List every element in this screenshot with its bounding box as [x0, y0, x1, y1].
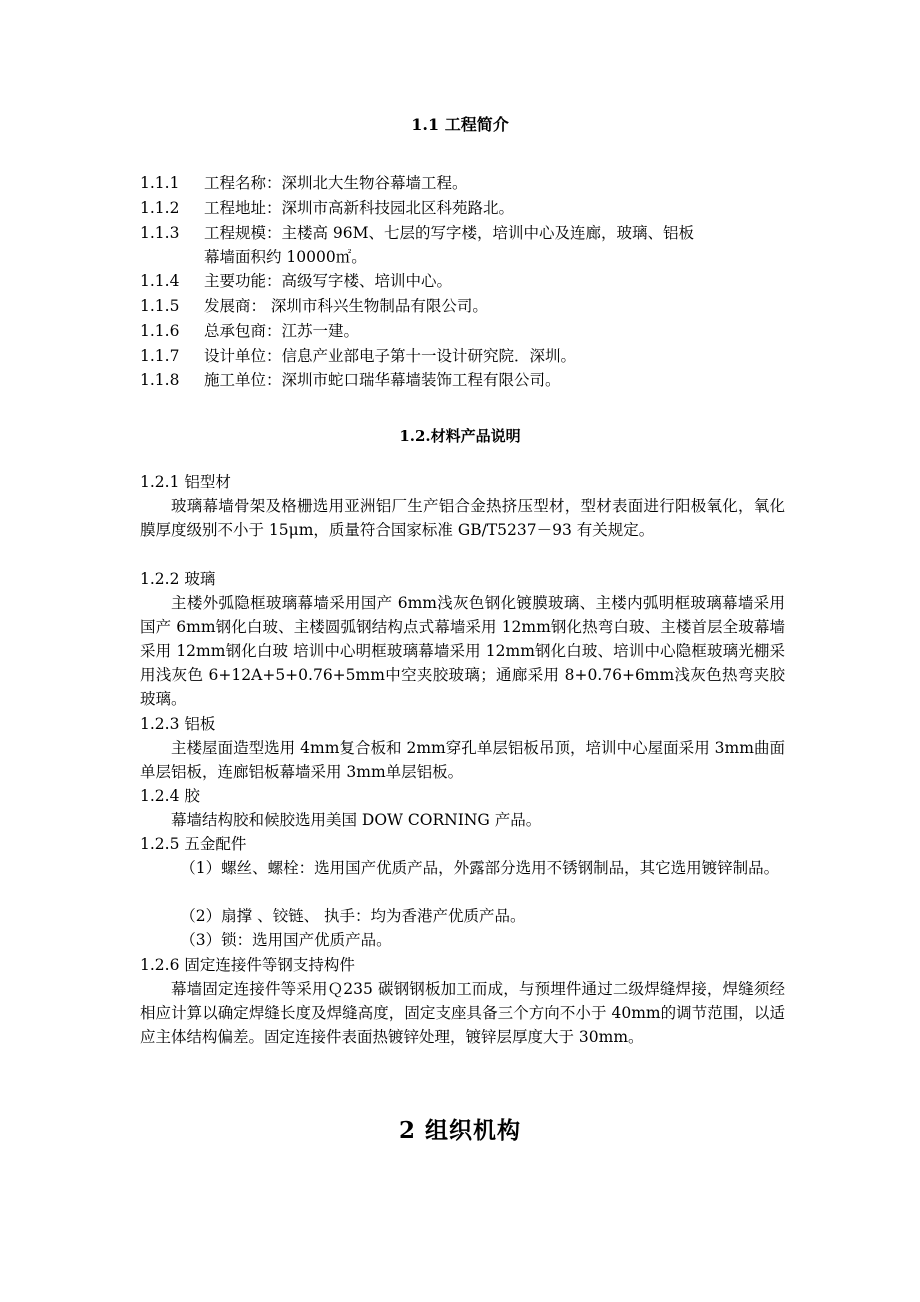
item-number: 1.1.7 — [140, 347, 180, 365]
item-number: 1.1.6 — [140, 322, 180, 340]
list-item — [140, 293, 785, 319]
list-item — [140, 170, 785, 196]
item-number: 1.1.1 — [140, 174, 180, 192]
item-number: 1.1.8 — [140, 371, 180, 389]
item-text: 工程地址：深圳市高新科技园北区科苑路北。 — [204, 199, 515, 217]
subsection-heading: 1.2.4 胶 — [140, 787, 200, 805]
item-text: 总承包商：江苏一建。 — [204, 322, 360, 340]
subsection-heading: 1.2.5 五金配件 — [140, 835, 247, 853]
item-number: 1.1.2 — [140, 199, 180, 217]
chapter-title-2: 2 组织机构 — [398, 1117, 521, 1144]
paragraph: 幕墙结构胶和候胶选用美国 DOW CORNING 产品。 — [171, 811, 542, 829]
item-text: 发展商： 深圳市科兴生物制品有限公司。 — [204, 297, 488, 315]
paragraph: 主楼屋面造型选用 4mm复合板和 2mm穿孔单层铝板吊顶，培训中心屋面采用 3mm曲面单层铝板，连廊铝板幕墙采用 3mm单层铝板。 — [140, 739, 785, 781]
section-title-1-1: 1.1 工程简介 — [411, 115, 509, 134]
list-item: （3）锁：选用国产优质产品。 — [180, 931, 392, 949]
item-text: 施工单位：深圳市蛇口瑞华幕墙装饰工程有限公司。 — [204, 371, 561, 389]
item-text: 工程名称：深圳北大生物谷幕墙工程。 — [204, 174, 468, 192]
list-item: （2）扇撑 、铰链、 执手：均为香港产优质产品。 — [180, 907, 526, 925]
item-text: 工程规模：主楼高 96M、七层的写字楼，培训中心及连廊，玻璃、铝板 — [204, 224, 695, 242]
item-text: 主要功能：高级写字楼、培训中心。 — [204, 272, 453, 290]
item-number: 1.1.3 — [140, 224, 180, 242]
list-item-continuation: 幕墙面积约 10000㎡。 — [204, 248, 367, 266]
subsection-heading: 1.2.1 铝型材 — [140, 473, 231, 491]
subsection-heading: 1.2.6 固定连接件等钢支持构件 — [140, 956, 355, 974]
list-item — [140, 195, 785, 221]
subsection-heading: 1.2.2 玻璃 — [140, 570, 216, 588]
list-item — [140, 268, 785, 294]
list-item: （1）螺丝、螺栓：选用国产优质产品，外露部分选用不锈钢制品，其它选用镀锌制品。 — [180, 859, 780, 877]
paragraph: 幕墙固定连接件等采用Ｑ235 碳钢钢板加工而成，与预埋件通过二级焊缝焊接，焊缝须经相应计算以确定焊缝长度及焊缝高度，固定支座具备三个方向不小于 40mm的调节范围，以适应主体结构偏差。固定连接件表面热镀锌处理，镀锌层厚度大于 30mm。 — [140, 980, 785, 1046]
item-text: 设计单位：信息产业部电子第十一设计研究院．深圳。 — [204, 347, 577, 365]
list-item — [140, 343, 785, 369]
list-item — [140, 367, 785, 393]
paragraph: 玻璃幕墙骨架及格栅选用亚洲铝厂生产铝合金热挤压型材，型材表面进行阳极氧化，氧化膜厚度级别不小于 15μm，质量符合国家标准 GB/T5237－93 有关规定。 — [140, 497, 785, 539]
subsection-heading: 1.2.3 铝板 — [140, 715, 216, 733]
list-item — [140, 220, 785, 246]
list-item — [140, 318, 785, 344]
section-title-1-2: 1.2.材料产品说明 — [399, 427, 521, 445]
paragraph: 主楼外弧隐框玻璃幕墙采用国产 6mm浅灰色钢化镀膜玻璃、主楼内弧明框玻璃幕墙采用国产 6mm钢化白玻、主楼圆弧钢结构点式幕墙采用 12mm钢化热弯白玻、主楼首层全玻幕墙采用 12mm钢化白玻 培训中心明框玻璃幕墙采用 12mm钢化白玻、培训中心隐框玻璃光棚采用浅灰色 6+12A+5+0.76+5mm中空夹胶玻璃；通廊采用 8+0.76+6mm浅灰色热弯夹胶玻璃。 — [140, 594, 785, 708]
item-number: 1.1.5 — [140, 297, 180, 315]
item-number: 1.1.4 — [140, 272, 180, 290]
